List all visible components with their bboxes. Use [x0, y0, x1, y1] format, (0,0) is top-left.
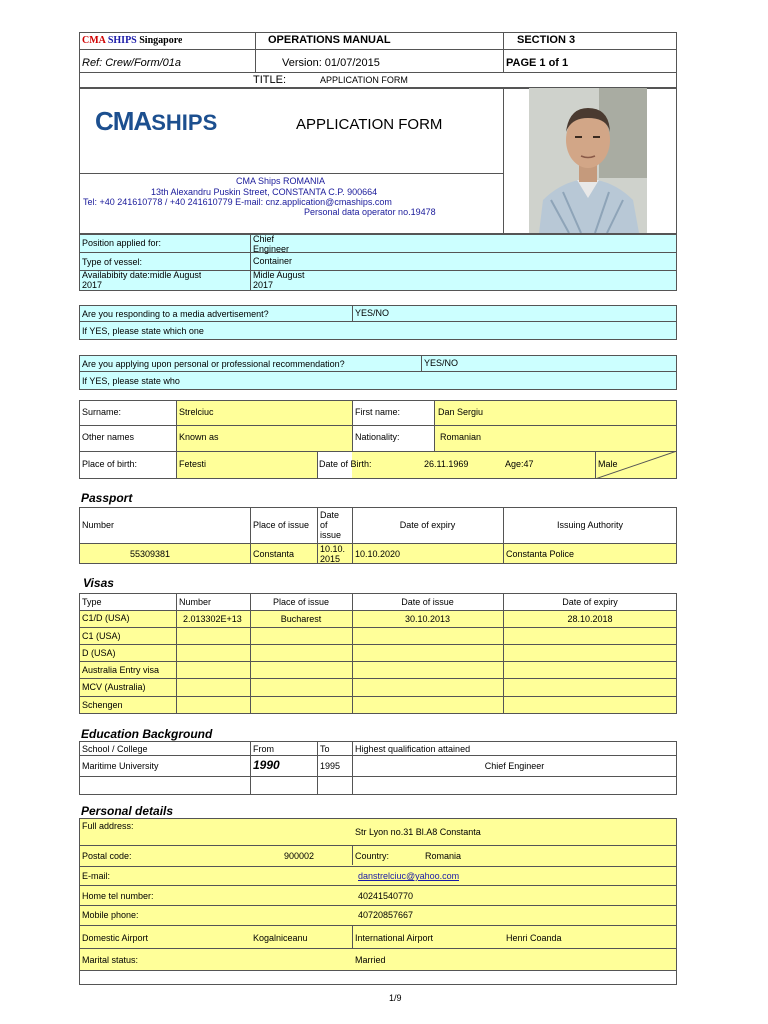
intl-airport-value[interactable]: Henri Coanda [506, 933, 562, 943]
country-label: Country: [355, 851, 390, 861]
media-question: Are you responding to a media advertisement? [82, 309, 269, 319]
passport-header-number: Number [82, 520, 115, 530]
passport-issue-date[interactable]: 10.10. 2015 [320, 544, 346, 564]
firstname-value[interactable]: Dan Sergiu [438, 407, 484, 417]
vessel-value[interactable]: Container [253, 256, 293, 266]
visa-type[interactable]: Schengen [82, 700, 123, 710]
passport-header-place: Place of issue [253, 520, 310, 530]
dob-label: Date of Birth: [319, 459, 372, 469]
mobile-label: Mobile phone: [82, 910, 139, 920]
education-heading: Education Background [81, 727, 213, 741]
pob-value[interactable]: Fetesti [179, 459, 207, 469]
edu-header-qualification: Highest qualification attained [355, 744, 471, 754]
edu-to[interactable]: 1995 [320, 761, 341, 771]
page-number: 1/9 [389, 993, 402, 1003]
visa-issue-date[interactable]: 30.10.2013 [404, 614, 451, 624]
media-answer[interactable]: YES/NO [355, 308, 390, 318]
marital-label: Marital status: [82, 955, 139, 965]
edu-qualification[interactable]: Chief Engineer [484, 761, 545, 771]
cma-ships-logo: CMASHIPS [95, 106, 218, 136]
passport-heading: Passport [81, 491, 133, 505]
edu-header-to: To [320, 744, 330, 754]
dob-value[interactable]: 26.11.1969 [424, 459, 469, 469]
nationality-label: Nationality: [355, 432, 400, 442]
surname-value[interactable]: Strelciuc [179, 407, 214, 417]
pob-label: Place of birth: [82, 459, 138, 469]
nationality-value[interactable]: Romanian [440, 432, 482, 442]
position-value[interactable]: Chief Engineer [253, 234, 290, 254]
visa-header-place: Place of issue [272, 597, 330, 607]
edu-from[interactable]: 1990 [253, 759, 280, 772]
hometel-label: Home tel number: [82, 891, 154, 901]
personal-heading: Personal details [81, 804, 174, 818]
hometel-value[interactable]: 40241540770 [358, 891, 414, 901]
surname-label: Surname: [82, 407, 122, 417]
marital-value[interactable]: Married [355, 955, 386, 965]
visa-type[interactable]: MCV (Australia) [82, 682, 146, 692]
recommendation-answer[interactable]: YES/NO [424, 358, 459, 368]
visas-heading: Visas [83, 576, 114, 590]
visa-place[interactable]: Bucharest [280, 614, 322, 624]
recommendation-question: Are you applying upon personal or professional recommendation? [82, 359, 345, 369]
availability-label: Availabibity date:midle August 2017 [82, 270, 202, 290]
intl-airport-label: International Airport [355, 933, 434, 943]
title-value: APPLICATION FORM [320, 75, 408, 85]
edu-header-school: School / College [82, 744, 148, 754]
passport-expiry[interactable]: 10.10.2020 [355, 549, 401, 559]
page-indicator: PAGE 1 of 1 [506, 57, 569, 69]
postal-value[interactable]: 900002 [284, 851, 315, 861]
sex-value[interactable]: Male [598, 459, 618, 469]
passport-place[interactable]: Constanta [253, 549, 295, 559]
edu-school[interactable]: Maritime University [82, 761, 159, 771]
passport-authority[interactable]: Constanta Police [506, 549, 575, 559]
age-value[interactable]: Age:47 [505, 459, 534, 469]
address-value[interactable]: Str Lyon no.31 Bl.A8 Constanta [355, 827, 481, 837]
position-label: Position applied for: [82, 238, 162, 248]
visa-number[interactable]: 2.013302E+13 [183, 614, 242, 624]
visa-type[interactable]: D (USA) [82, 648, 116, 658]
visa-header-number: Number [179, 597, 212, 607]
firstname-label: First name: [355, 407, 401, 417]
passport-header-authority: Issuing Authority [556, 520, 624, 530]
domestic-airport-label: Domestic Airport [82, 933, 149, 943]
othernames-label: Other names [82, 432, 135, 442]
visa-header-issue: Date of issue [401, 597, 454, 607]
applicant-photo [529, 88, 647, 233]
version: Version: 01/07/2015 [282, 57, 380, 69]
passport-header-expiry: Date of expiry [399, 520, 456, 530]
visa-header-type: Type [82, 597, 102, 607]
visa-expiry-date[interactable]: 28.10.2018 [567, 614, 613, 624]
email-label: E-mail: [82, 871, 111, 881]
form-ref: Ref: Crew/Form/01a [82, 57, 182, 69]
vessel-label: Type of vessel: [82, 257, 143, 267]
visa-header-expiry: Date of expiry [562, 597, 618, 607]
country-value[interactable]: Romania [425, 851, 462, 861]
availability-value[interactable]: Midle August 2017 [253, 270, 305, 290]
othernames-value[interactable]: Known as [179, 432, 219, 442]
address-label: Full address: [82, 821, 134, 831]
postal-label: Postal code: [82, 851, 132, 861]
title-label: TITLE: [253, 74, 287, 86]
passport-header-issue-date: Date of issue [320, 510, 342, 540]
edu-header-from: From [253, 744, 274, 754]
section-label: SECTION 3 [517, 35, 576, 45]
recommendation-followup: If YES, please state who [82, 376, 180, 386]
passport-number[interactable]: 55309381 [130, 549, 171, 559]
manual-title: OPERATIONS MANUAL [268, 35, 391, 45]
visa-type[interactable]: C1 (USA) [82, 631, 121, 641]
company-name: CMA SHIPS Singapore [82, 36, 183, 46]
visa-type[interactable]: C1/D (USA) [82, 613, 130, 623]
email-link[interactable]: danstrelciuc@yahoo.com [358, 871, 460, 881]
visa-type[interactable]: Australia Entry visa [82, 665, 160, 675]
form-title: APPLICATION FORM [296, 116, 443, 133]
mobile-value[interactable]: 40720857667 [358, 910, 414, 920]
media-followup: If YES, please state which one [82, 326, 204, 336]
domestic-airport-value[interactable]: Kogalniceanu [253, 933, 308, 943]
